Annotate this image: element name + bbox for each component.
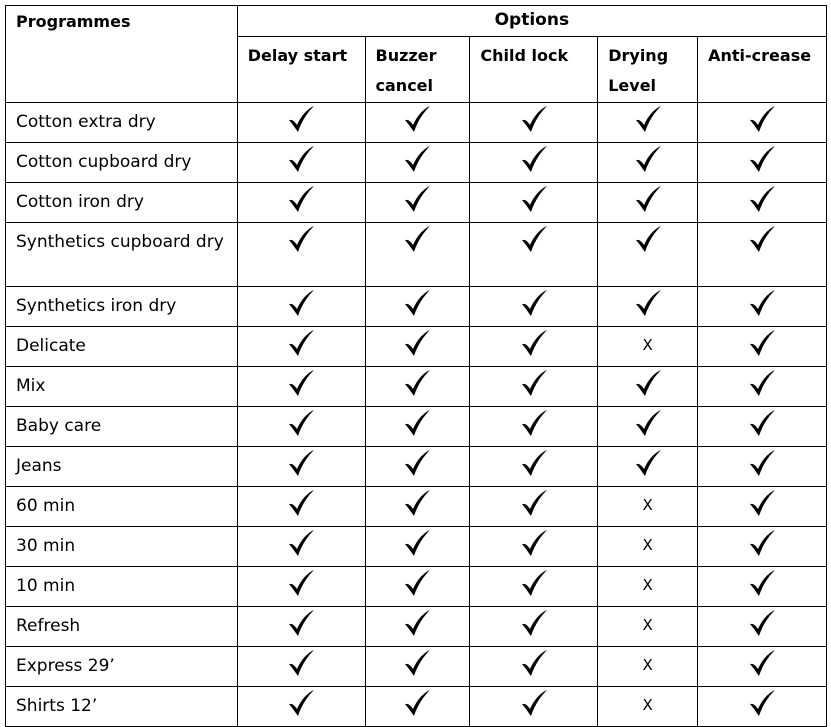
cell-anti-crease [698, 607, 827, 647]
check-icon [747, 104, 777, 134]
check-icon [286, 688, 316, 718]
column-header-line1: Drying [608, 46, 669, 65]
programme-rows [6, 103, 827, 727]
cell-buzzer-cancel [365, 647, 470, 687]
x-mark: X [642, 496, 653, 514]
cell-drying-level [598, 287, 698, 327]
check-icon [519, 528, 549, 558]
cell-anti-crease [698, 447, 827, 487]
table-row [6, 607, 827, 647]
cell-child-lock [470, 607, 598, 647]
cell-delay-start [237, 103, 365, 143]
check-icon [519, 328, 549, 358]
cell-child-lock [470, 567, 598, 607]
cell-delay-start [237, 647, 365, 687]
cell-drying-level [598, 447, 698, 487]
programmes-header: Programmes [6, 6, 238, 103]
x-mark: X [642, 616, 653, 634]
programme-name: Synthetics iron dry [6, 287, 238, 327]
programme-name: Delicate [6, 327, 238, 367]
check-icon [519, 104, 549, 134]
cell-anti-crease [698, 687, 827, 727]
check-icon [286, 104, 316, 134]
cell-delay-start [237, 143, 365, 183]
check-icon [519, 184, 549, 214]
programme-name: 30 min [6, 527, 238, 567]
cell-delay-start [237, 607, 365, 647]
check-icon [402, 368, 432, 398]
cell-child-lock [470, 447, 598, 487]
programme-name: Synthetics cupboard dry [6, 223, 238, 287]
check-icon [747, 408, 777, 438]
programme-options-table [5, 5, 827, 727]
cell-anti-crease [698, 223, 827, 287]
cell-buzzer-cancel [365, 367, 470, 407]
cell-drying-level [598, 487, 698, 527]
cell-buzzer-cancel [365, 687, 470, 727]
cell-buzzer-cancel [365, 607, 470, 647]
cell-buzzer-cancel [365, 447, 470, 487]
table-row [6, 647, 827, 687]
check-icon [402, 288, 432, 318]
check-icon [747, 144, 777, 174]
check-icon [747, 648, 777, 678]
cell-drying-level [598, 367, 698, 407]
check-icon [519, 448, 549, 478]
cell-anti-crease [698, 487, 827, 527]
cell-drying-level [598, 687, 698, 727]
check-icon [286, 568, 316, 598]
check-icon [402, 408, 432, 438]
check-icon [402, 648, 432, 678]
cell-anti-crease [698, 287, 827, 327]
check-icon [633, 368, 663, 398]
cell-buzzer-cancel [365, 223, 470, 287]
check-icon [633, 288, 663, 318]
check-icon [286, 368, 316, 398]
column-header-buzzer-cancel [365, 37, 470, 103]
programme-name: Cotton extra dry [6, 103, 238, 143]
cell-drying-level [598, 607, 698, 647]
check-icon [286, 408, 316, 438]
programme-name: Shirts 12’ [6, 687, 238, 727]
check-icon [633, 408, 663, 438]
cell-buzzer-cancel [365, 407, 470, 447]
check-icon [747, 224, 777, 254]
check-icon [286, 288, 316, 318]
check-icon [402, 184, 432, 214]
cell-drying-level [598, 527, 698, 567]
cell-child-lock [470, 287, 598, 327]
check-icon [747, 568, 777, 598]
table-row [6, 567, 827, 607]
cell-drying-level [598, 407, 698, 447]
cell-drying-level [598, 647, 698, 687]
column-header-line1: Delay start [247, 46, 348, 65]
check-icon [286, 448, 316, 478]
cell-anti-crease [698, 567, 827, 607]
cell-delay-start [237, 487, 365, 527]
column-header-drying-level [598, 37, 698, 103]
check-icon [519, 608, 549, 638]
cell-child-lock [470, 647, 598, 687]
programme-name: Cotton iron dry [6, 183, 238, 223]
table-row [6, 407, 827, 447]
check-icon [519, 408, 549, 438]
check-icon [402, 568, 432, 598]
cell-child-lock [470, 183, 598, 223]
cell-delay-start [237, 223, 365, 287]
x-mark: X [642, 576, 653, 594]
check-icon [402, 448, 432, 478]
check-icon [747, 608, 777, 638]
check-icon [747, 184, 777, 214]
check-icon [519, 288, 549, 318]
check-icon [633, 224, 663, 254]
cell-buzzer-cancel [365, 487, 470, 527]
cell-child-lock [470, 103, 598, 143]
table-row [6, 367, 827, 407]
cell-delay-start [237, 287, 365, 327]
cell-anti-crease [698, 367, 827, 407]
check-icon [402, 224, 432, 254]
x-mark: X [642, 696, 653, 714]
column-header-line2: Level [608, 76, 657, 95]
check-icon [286, 488, 316, 518]
cell-anti-crease [698, 103, 827, 143]
cell-buzzer-cancel [365, 103, 470, 143]
cell-drying-level [598, 327, 698, 367]
table-row [6, 487, 827, 527]
cell-delay-start [237, 527, 365, 567]
cell-delay-start [237, 567, 365, 607]
cell-anti-crease [698, 183, 827, 223]
cell-child-lock [470, 223, 598, 287]
check-icon [747, 688, 777, 718]
cell-anti-crease [698, 527, 827, 567]
check-icon [747, 368, 777, 398]
column-header-delay-start [237, 37, 365, 103]
check-icon [747, 528, 777, 558]
check-icon [519, 648, 549, 678]
cell-delay-start [237, 367, 365, 407]
cell-child-lock [470, 327, 598, 367]
cell-child-lock [470, 143, 598, 183]
table-row [6, 527, 827, 567]
cell-buzzer-cancel [365, 287, 470, 327]
check-icon [747, 328, 777, 358]
check-icon [402, 528, 432, 558]
cell-anti-crease [698, 143, 827, 183]
check-icon [402, 608, 432, 638]
table-row [6, 103, 827, 143]
cell-anti-crease [698, 327, 827, 367]
check-icon [633, 448, 663, 478]
cell-delay-start [237, 447, 365, 487]
check-icon [747, 288, 777, 318]
check-icon [286, 144, 316, 174]
x-mark: X [642, 536, 653, 554]
cell-child-lock [470, 367, 598, 407]
table-row [6, 183, 827, 223]
check-icon [402, 144, 432, 174]
cell-drying-level [598, 143, 698, 183]
programme-name: Express 29’ [6, 647, 238, 687]
column-header-line1: Buzzer [375, 46, 437, 65]
cell-child-lock [470, 487, 598, 527]
cell-anti-crease [698, 407, 827, 447]
check-icon [633, 184, 663, 214]
programme-name: Cotton cupboard dry [6, 143, 238, 183]
cell-drying-level [598, 103, 698, 143]
cell-buzzer-cancel [365, 527, 470, 567]
check-icon [286, 224, 316, 254]
table-row [6, 327, 827, 367]
table-row [6, 287, 827, 327]
programme-name: Baby care [6, 407, 238, 447]
cell-drying-level [598, 223, 698, 287]
programme-name: Refresh [6, 607, 238, 647]
cell-delay-start [237, 183, 365, 223]
table-row [6, 447, 827, 487]
check-icon [402, 488, 432, 518]
programme-name: Jeans [6, 447, 238, 487]
x-mark: X [642, 336, 653, 354]
cell-delay-start [237, 327, 365, 367]
check-icon [747, 488, 777, 518]
cell-delay-start [237, 407, 365, 447]
programme-name: 10 min [6, 567, 238, 607]
table-row [6, 223, 827, 287]
column-header-line2: cancel [375, 76, 434, 95]
cell-drying-level [598, 183, 698, 223]
column-header-line1: Child lock [480, 46, 569, 65]
check-icon [519, 688, 549, 718]
options-header: Options [237, 6, 826, 37]
column-header-line1: Anti-crease [708, 46, 812, 65]
column-header-anti-crease [698, 37, 827, 103]
check-icon [633, 144, 663, 174]
check-icon [286, 528, 316, 558]
check-icon [519, 224, 549, 254]
cell-buzzer-cancel [365, 567, 470, 607]
table-row [6, 687, 827, 727]
check-icon [747, 448, 777, 478]
cell-buzzer-cancel [365, 327, 470, 367]
column-header-child-lock [470, 37, 598, 103]
check-icon [402, 688, 432, 718]
check-icon [286, 608, 316, 638]
x-mark: X [642, 656, 653, 674]
check-icon [402, 104, 432, 134]
check-icon [519, 568, 549, 598]
check-icon [286, 328, 316, 358]
check-icon [402, 328, 432, 358]
check-icon [633, 104, 663, 134]
cell-buzzer-cancel [365, 143, 470, 183]
cell-child-lock [470, 687, 598, 727]
check-icon [519, 368, 549, 398]
check-icon [286, 184, 316, 214]
programme-name: Mix [6, 367, 238, 407]
check-icon [519, 488, 549, 518]
cell-buzzer-cancel [365, 183, 470, 223]
cell-anti-crease [698, 647, 827, 687]
cell-child-lock [470, 407, 598, 447]
cell-delay-start [237, 687, 365, 727]
check-icon [519, 144, 549, 174]
check-icon [286, 648, 316, 678]
cell-child-lock [470, 527, 598, 567]
table-row [6, 143, 827, 183]
cell-drying-level [598, 567, 698, 607]
programme-name: 60 min [6, 487, 238, 527]
